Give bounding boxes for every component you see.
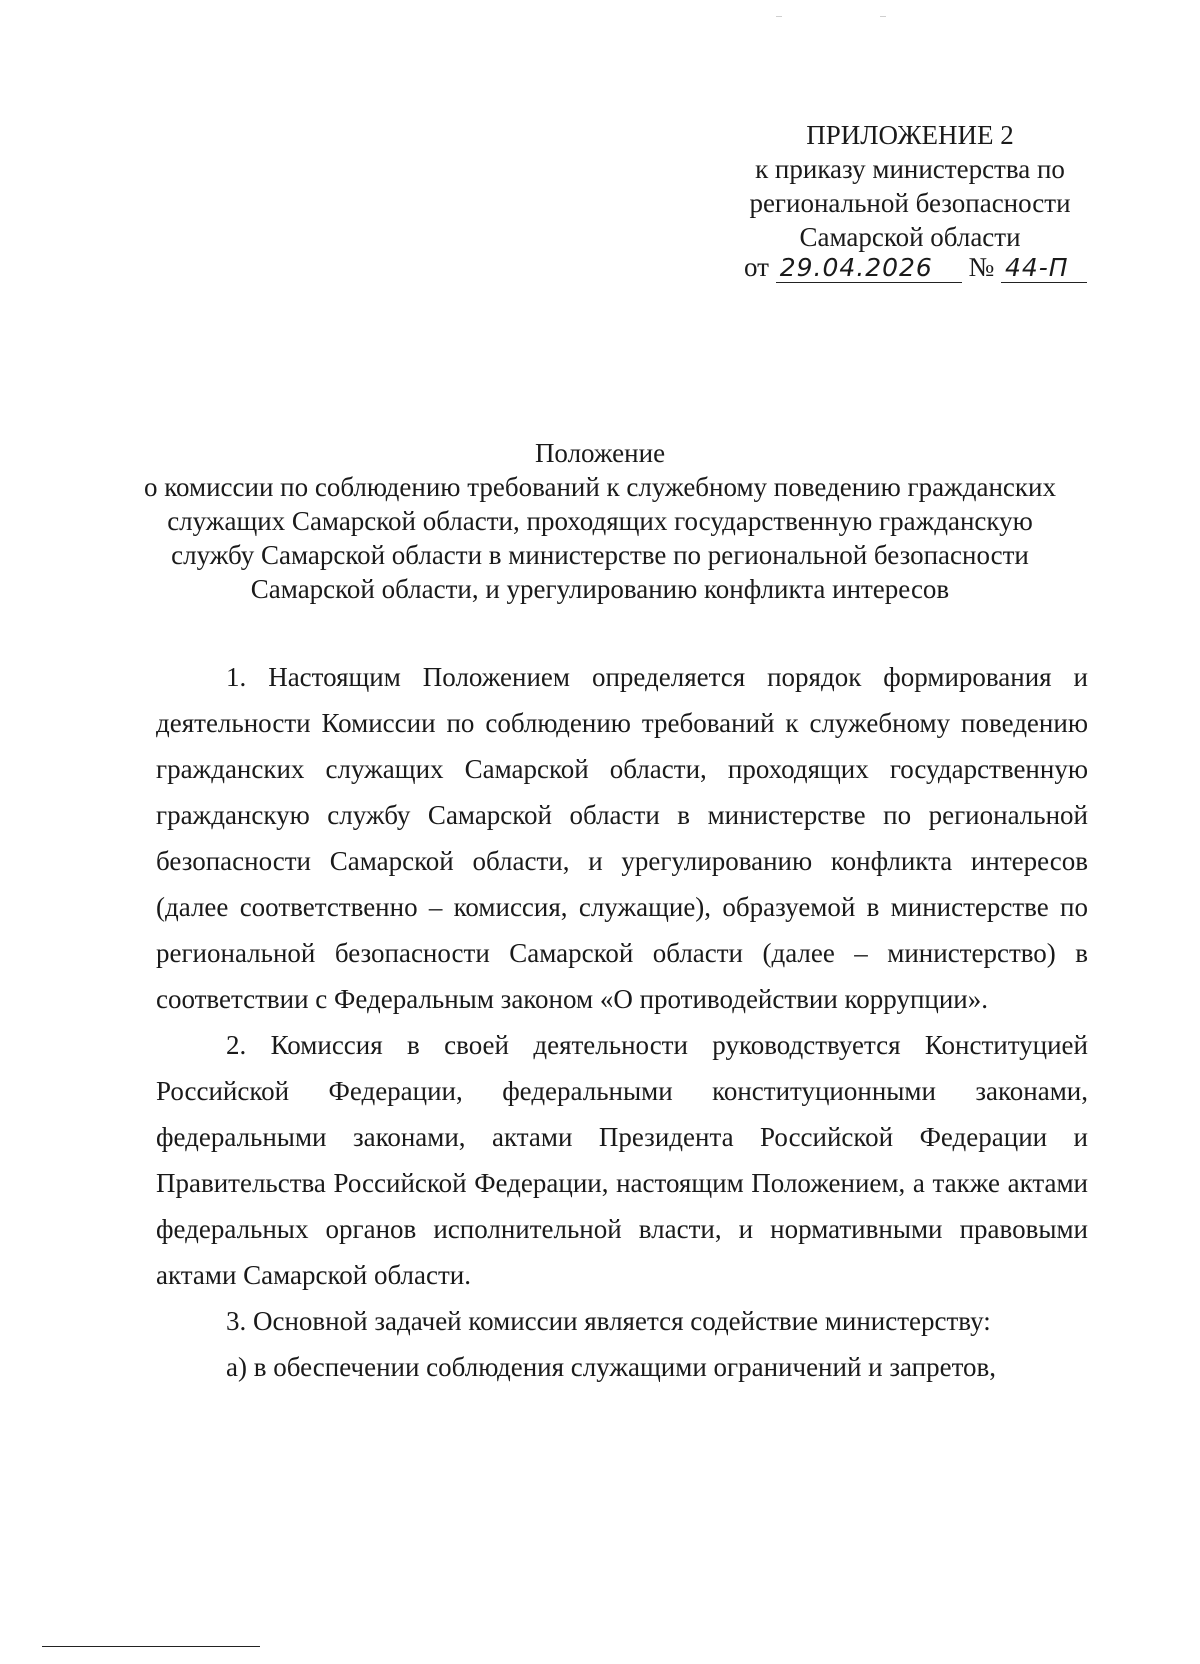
document-subtitle-line: службу Самарской области в министерстве по региональной безопасности <box>171 540 1029 570</box>
document-body <box>156 654 1088 1390</box>
appendix-header <box>720 118 1100 254</box>
appendix-line-2: региональной безопасности <box>749 188 1071 218</box>
paragraph-3a: а) в обеспечении соблюдения служащими ограничений и запретов, <box>226 1352 997 1382</box>
document-title: Положение <box>534 438 666 468</box>
paragraph-3: 3. Основной задачей комиссии является содействие министерству: <box>226 1306 991 1336</box>
scan-speck <box>880 16 886 17</box>
paragraph-2: 2. Комиссия в своей деятельности руководствуется Конституцией Российской Федерации, федеральными конституционными законами, федеральными законами, актами Президента Российской Федерации и Правительства Российской Федерации, настоящим Положением, а также актами федеральных органов исполнительной власти, и нормативными правовыми актами Самарской области. <box>156 1030 1088 1290</box>
scan-speck <box>776 16 782 17</box>
paragraph-1: 1. Настоящим Положением определяется порядок формирования и деятельности Комиссии по соблюдению требований к служебному поведению гражданских служащих Самарской области, проходящих государственную гражданскую службу Самарской области в министерстве по региональной безопасности Самарской области, и урегулированию конфликта интересов (далее соответственно – комиссия, служащие), образуемой в министерстве по региональной безопасности Самарской области (далее – министерство) в соответствии с Федеральным законом «О противодействии коррупции». <box>156 662 1088 1014</box>
from-label: от <box>744 252 769 282</box>
appendix-line-1: к приказу министерства по <box>755 154 1065 184</box>
document-title-block <box>110 436 1090 606</box>
footnote-separator <box>42 1646 260 1647</box>
number-label: № <box>968 252 995 282</box>
handwritten-date: 29.04.2026 <box>776 254 962 283</box>
document-subtitle-line: служащих Самарской области, проходящих государственную гражданскую <box>167 506 1033 536</box>
order-date-number <box>744 250 1087 284</box>
appendix-line-3: Самарской области <box>799 222 1021 252</box>
appendix-title: ПРИЛОЖЕНИЕ 2 <box>806 120 1014 150</box>
document-subtitle-line: Самарской области, и урегулированию конфликта интересов <box>250 574 950 604</box>
handwritten-number: 44-П <box>1001 254 1087 283</box>
document-subtitle-line: о комиссии по соблюдению требований к служебному поведению гражданских <box>144 472 1056 502</box>
